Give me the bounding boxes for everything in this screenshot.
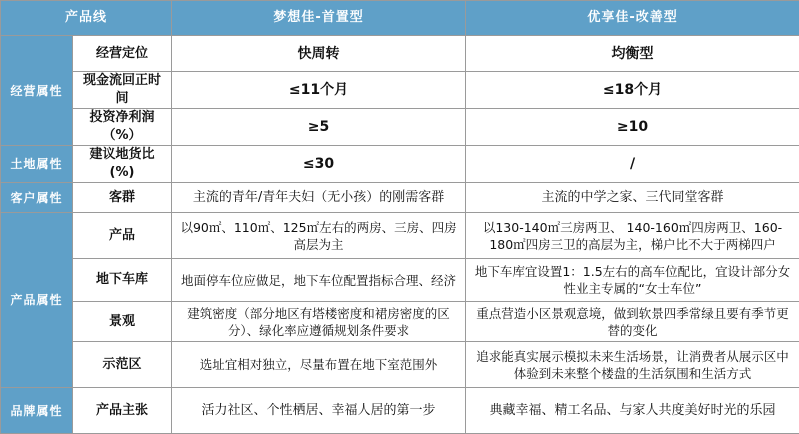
cell-value: 活力社区、个性栖居、幸福人居的第一步 bbox=[172, 388, 466, 434]
cell-value: 追求能真实展示模拟未来生活场景，让消费者从展示区中体验到未来整个楼盘的生活氛围和生活方式 bbox=[466, 342, 799, 388]
cell-value: 选址宜相对独立，尽量布置在地下室范围外 bbox=[172, 342, 466, 388]
section-customer: 客户属性 bbox=[1, 183, 73, 213]
cell-value: 典藏幸福、精工名品、与家人共度美好时光的乐园 bbox=[466, 388, 799, 434]
row-label: 产品主张 bbox=[73, 388, 172, 434]
cell-value: 快周转 bbox=[172, 36, 466, 72]
table-row bbox=[1, 213, 799, 259]
cell-value: 以130-140㎡三房两卫、 140-160㎡四房两卫、160-180㎡四房三卫的高层为主，梯户比不大于两梯四户 bbox=[466, 213, 799, 259]
section-brand: 品牌属性 bbox=[1, 388, 73, 434]
table-row bbox=[1, 302, 799, 342]
row-label: 投资净利润（%） bbox=[73, 109, 172, 146]
cell-value: ≤18个月 bbox=[466, 72, 799, 109]
table-row bbox=[1, 183, 799, 213]
cell-value: 地面停车位应做足，地下车位配置指标合理、经济 bbox=[172, 259, 466, 302]
row-label: 产品 bbox=[73, 213, 172, 259]
header-dream-first-home: 梦想佳-首置型 bbox=[172, 1, 466, 36]
row-label: 现金流回正时间 bbox=[73, 72, 172, 109]
section-product: 产品属性 bbox=[1, 213, 73, 388]
row-label: 建议地货比(%) bbox=[73, 146, 172, 183]
section-land: 土地属性 bbox=[1, 146, 73, 183]
cell-value: ≥5 bbox=[172, 109, 466, 146]
header-premium-upgrade: 优享佳-改善型 bbox=[466, 1, 799, 36]
cell-value: 以90㎡、110㎡、125㎡左右的两房、三房、四房高层为主 bbox=[172, 213, 466, 259]
row-label: 地下车库 bbox=[73, 259, 172, 302]
table-row bbox=[1, 342, 799, 388]
cell-value: ≤11个月 bbox=[172, 72, 466, 109]
cell-value: / bbox=[466, 146, 799, 183]
cell-value: 重点营造小区景观意境，做到软景四季常绿且要有季节更替的变化 bbox=[466, 302, 799, 342]
header-row bbox=[1, 1, 799, 36]
header-product-line: 产品线 bbox=[1, 1, 172, 36]
table-row bbox=[1, 109, 799, 146]
row-label: 景观 bbox=[73, 302, 172, 342]
cell-value: 主流的中学之家、三代同堂客群 bbox=[466, 183, 799, 213]
row-label: 示范区 bbox=[73, 342, 172, 388]
table-row bbox=[1, 72, 799, 109]
row-label: 经营定位 bbox=[73, 36, 172, 72]
cell-value: 均衡型 bbox=[466, 36, 799, 72]
table-row bbox=[1, 146, 799, 183]
cell-value: ≥10 bbox=[466, 109, 799, 146]
cell-value: 建筑密度（部分地区有塔楼密度和裙房密度的区分）、绿化率应遵循规划条件要求 bbox=[172, 302, 466, 342]
cell-value: ≤30 bbox=[172, 146, 466, 183]
section-operation: 经营属性 bbox=[1, 36, 73, 146]
cell-value: 主流的青年/青年夫妇（无小孩）的刚需客群 bbox=[172, 183, 466, 213]
cell-value: 地下车库宜设置1：1.5左右的高车位配比，宜设计部分女性业主专属的“女士车位” bbox=[466, 259, 799, 302]
row-label: 客群 bbox=[73, 183, 172, 213]
table-row bbox=[1, 388, 799, 434]
table-row bbox=[1, 259, 799, 302]
table-row bbox=[1, 36, 799, 72]
